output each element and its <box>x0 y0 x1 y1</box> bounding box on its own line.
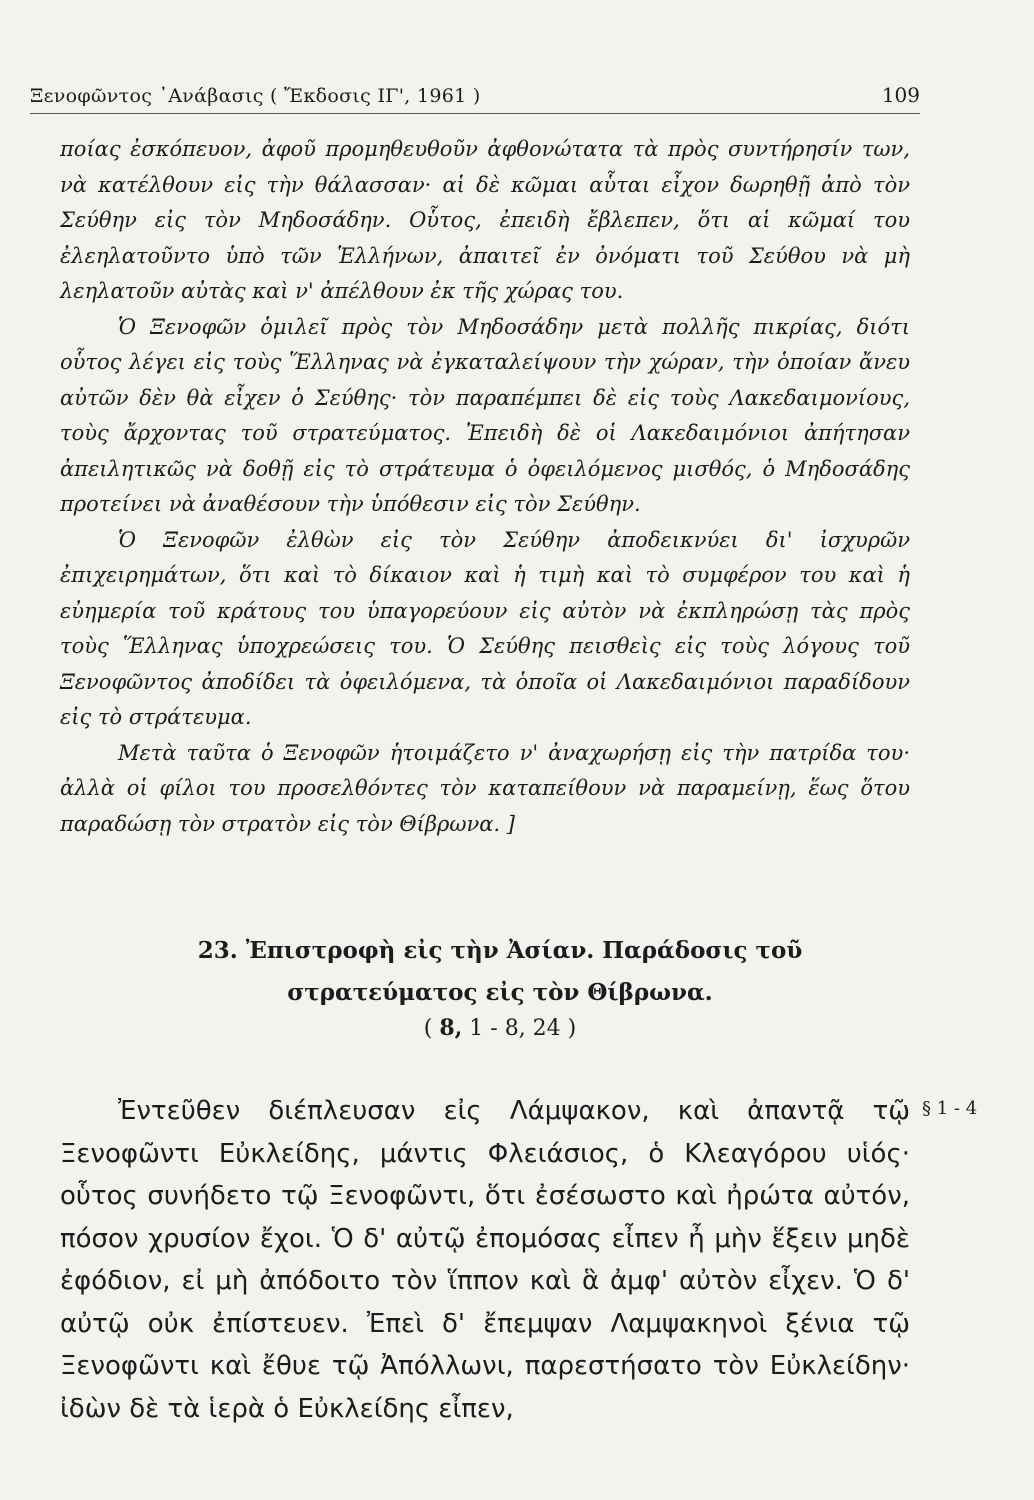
chapter-ref-rest: 1 - 8, 24 ) <box>469 1016 577 1041</box>
main-paragraph: Ἐντεῦθεν διέπλευσαν εἰς Λάμψακον, καὶ ἀπαντᾷ τῷ Ξενοφῶντι Εὐκλείδης, μάντις Φλειάσιος, ὁ Κλεαγόρου υἱός· οὗτος συνήδετο τῷ Ξενοφῶντι, ὅτι ἐσέσωστο καὶ ἠρώτα αὐτόν, πόσον χρυσίον ἔχοι. Ὁ δ' αὐτῷ ἐπομόσας εἶπεν ἦ μὴν ἕξειν μηδὲ ἐφόδιον, εἰ μὴ ἀπόδοιτο τὸν ἵππον καὶ ἃ ἀμφ' αὐτὸν εἶχεν. Ὁ δ' αὐτῷ οὐκ ἐπίστευεν. Ἐπεὶ δ' ἔπεμψαν Λαμψακηνοὶ ξένια τῷ Ξενοφῶντι καὶ ἔθυε τῷ Ἀπόλλωνι, παρεστήσατο τὸν Εὐκλείδην· ἰδὼν δὲ τὰ ἱερὰ ὁ Εὐκλείδης εἶπεν, <box>60 1096 910 1424</box>
chapter-ref-open: ( <box>423 1016 433 1041</box>
running-head: Ξενοφῶντος ᾿Ανάβασις ( Ἔκδοσις ΙΓ', 1961 ) <box>30 85 481 107</box>
chapter-title-line: στρατεύματος εἰς τὸν Θίβρωνα. <box>287 979 713 1006</box>
section-margin-note: § 1 - 4 <box>922 1098 978 1119</box>
summary-paragraph: Ὁ Ξενοφῶν ὁμιλεῖ πρὸς τὸν Μηδοσάδην μετὰ πολλῆς πικρίας, διότι οὗτος λέγει εἰς τοὺς Ἕλληνας νὰ ἐγκαταλείψουν τὴν χώραν, τὴν ὁποίαν ἄνευ αὐτῶν δὲν θὰ εἶχεν ὁ Σεύθης· τὸν παραπέμπει δὲ εἰς τοὺς Λακεδαιμονίους, τοὺς ἄρχοντας τοῦ στρατεύματος. Ἐπειδὴ δὲ οἱ Λακεδαιμόνιοι ἀπήτησαν ἀπειλητικῶς νὰ δοθῇ εἰς τὸ στράτευμα ὁ ὀφειλόμενος μισθός, ὁ Μηδοσάδης προτείνει νὰ ἀναθέσουν τὴν ὑπόθεσιν εἰς τὸν Σεύθην. <box>60 314 910 516</box>
summary-block <box>60 132 910 842</box>
chapter-title <box>150 930 850 1014</box>
chapter-ref-bold: 8, <box>439 1015 463 1041</box>
chapter-reference <box>300 1015 700 1041</box>
main-text-block <box>60 1090 910 1430</box>
summary-paragraph: Μετὰ ταῦτα ὁ Ξενοφῶν ἡτοιμάζετο ν' ἀναχωρήσῃ εἰς τὴν πατρίδα του· ἀλλὰ οἱ φίλοι του προσελθόντες τὸν καταπείθουν νὰ παραμείνῃ, ἕως ὅτου παραδώσῃ τὸν στρατὸν εἰς τὸν Θίβρωνα. ] <box>60 740 910 836</box>
summary-paragraph: Ὁ Ξενοφῶν ἐλθὼν εἰς τὸν Σεύθην ἀποδεικνύει δι' ἰσχυρῶν ἐπιχειρημάτων, ὅτι καὶ τὸ δίκαιον καὶ ἡ τιμὴ καὶ τὸ συμφέρον του καὶ ἡ εὐημερία τοῦ κράτους του ὑπαγορεύουν εἰς αὐτὸν νὰ ἐκπληρώσῃ τὰς πρὸς τοὺς Ἕλληνας ὑποχρεώσεις του. Ὁ Σεύθης πεισθεὶς εἰς τοὺς λόγους τοῦ Ξενοφῶντος ἀποδίδει τὰ ὀφειλόμενα, τὰ ὁποῖα οἱ Λακεδαιμόνιοι παραδίδουν εἰς τὸ στράτευμα. <box>60 527 910 729</box>
page-header <box>30 70 920 114</box>
page-number: 109 <box>881 83 920 107</box>
summary-paragraph: ποίας ἐσκόπευον, ἀφοῦ προμηθευθοῦν ἀφθονώτατα τὰ πρὸς συντήρησίν των, νὰ κατέλθουν εἰς τὴν θάλασσαν· αἱ δὲ κῶμαι αὗται εἶχον δωρηθῇ ἀπὸ τὸν Σεύθην εἰς τὸν Μηδοσάδην. Οὗτος, ἐπειδὴ ἔβλεπεν, ὅτι αἱ κῶμαί του ἐλεηλατοῦντο ὑπὸ τῶν Ἑλλήνων, ἀπαιτεῖ ἐν ὀνόματι τοῦ Σεύθου νὰ μὴ λεηλατοῦν αὐτὰς καὶ ν' ἀπέλθουν ἐκ τῆς χώρας του. <box>60 137 910 303</box>
chapter-title-line: 23. Ἐπιστροφὴ εἰς τὴν Ἀσίαν. Παράδοσις τοῦ <box>197 937 803 964</box>
